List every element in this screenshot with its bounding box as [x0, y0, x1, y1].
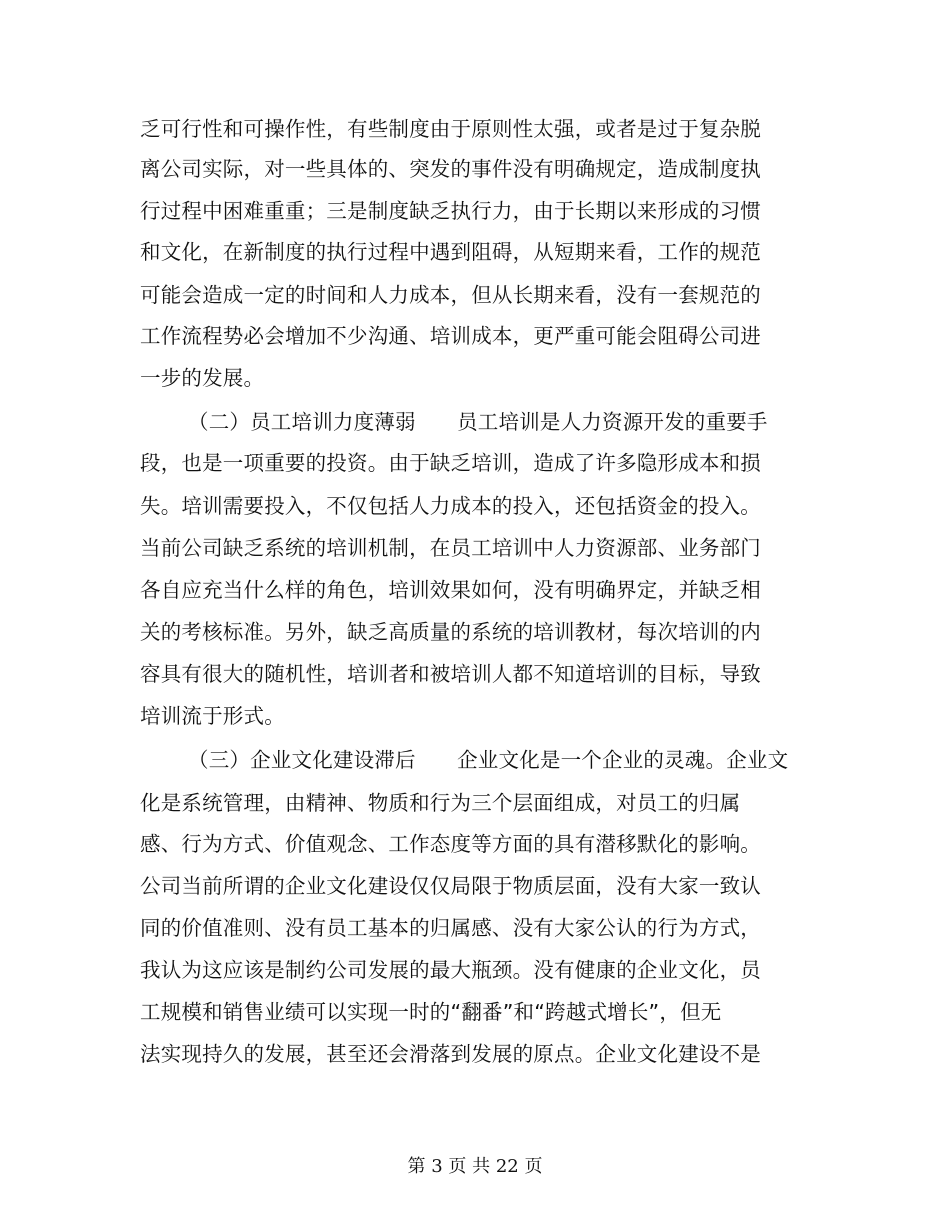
body-text-line: 工规模和销售业绩可以实现一时的“翻番”和“跨越式增长”，但无 [140, 1000, 722, 1024]
body-text-line: 容具有很大的随机性，培训者和被培训人都不知道培训的目标，导致 [140, 662, 761, 686]
body-text-line: 乏可行性和可操作性，有些制度由于原则性太强，或者是过于复杂脱 [140, 117, 761, 141]
body-text-line: 当前公司缺乏系统的培训机制，在员工培训中人力资源部、业务部门 [140, 536, 761, 560]
page-number-footer: 第 3 页 共 22 页 [407, 1156, 543, 1177]
body-text-line: 失。培训需要投入，不仅包括人力成本的投入，还包括资金的投入。 [140, 494, 761, 518]
body-text-line: 公司当前所谓的企业文化建设仅仅局限于物质层面，没有大家一致认 [140, 874, 761, 898]
body-text-line: 段，也是一项重要的投资。由于缺乏培训，造成了许多隐形成本和损 [140, 451, 761, 475]
body-text-line: 工作流程势必会增加不少沟通、培训成本，更严重可能会阻碍公司进 [140, 324, 761, 348]
body-text-line: 可能会造成一定的时间和人力成本，但从长期来看，没有一套规范的 [140, 283, 761, 307]
body-text-line: 感、行为方式、价值观念、工作态度等方面的具有潜移默化的影响。 [140, 832, 761, 856]
section-heading-line: （二）员工培训力度薄弱 员工培训是人力资源开发的重要手 [188, 410, 768, 434]
body-text-line: 培训流于形式。 [140, 704, 285, 728]
body-text-line: 和文化，在新制度的执行过程中遇到阻碍，从短期来看，工作的规范 [140, 240, 761, 264]
body-text-line: 各自应充当什么样的角色，培训效果如何，没有明确界定，并缺乏相 [140, 578, 761, 602]
body-text-line: 一步的发展。 [140, 366, 265, 390]
body-text-line: 我认为这应该是制约公司发展的最大瓶颈。没有健康的企业文化，员 [140, 958, 761, 982]
body-text-line: 法实现持久的发展，甚至还会滑落到发展的原点。企业文化建设不是 [140, 1042, 761, 1066]
body-text-line: 化是系统管理，由精神、物质和行为三个层面组成，对员工的归属 [140, 791, 741, 815]
body-text-line: 离公司实际，对一些具体的、突发的事件没有明确规定，造成制度执 [140, 157, 761, 181]
body-text-line: 行过程中困难重重；三是制度缺乏执行力，由于长期以来形成的习惯 [140, 199, 761, 223]
body-text-line: 同的价值准则、没有员工基本的归属感、没有大家公认的行为方式， [140, 916, 761, 940]
section-heading-line: （三）企业文化建设滞后 企业文化是一个企业的灵魂。企业文 [188, 748, 789, 772]
body-text-line: 关的考核标准。另外，缺乏高质量的系统的培训教材，每次培训的内 [140, 620, 761, 644]
